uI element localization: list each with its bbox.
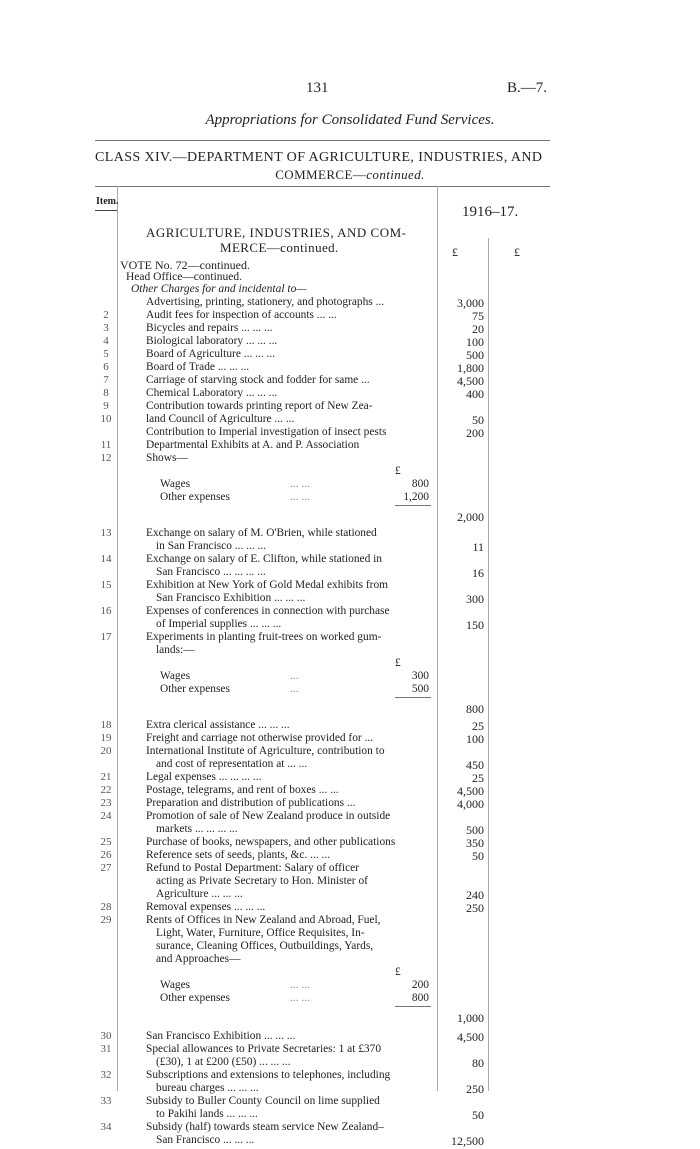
item-amount: 250 — [466, 901, 484, 915]
item-description: Subscriptions and extensions to telephones, including — [146, 1069, 391, 1081]
rents-subtotal-total: 1,000 — [457, 1011, 484, 1025]
item-number: 27 — [100, 862, 112, 874]
item-amount: 12,500 — [451, 1134, 484, 1148]
item-description: Contribution to Imperial investigation of insect pests — [146, 426, 387, 438]
item-description: land Council of Agriculture ... ... — [146, 413, 295, 425]
item-description: Special allowances to Private Secretaries: 1 at £370 — [146, 1043, 382, 1055]
item-amount: 100 — [466, 335, 484, 349]
item-description: in San Francisco ... ... ... — [156, 540, 267, 552]
item-description: Board of Trade ... ... ... — [146, 361, 250, 373]
item-description: Bicycles and repairs ... ... ... — [146, 322, 273, 334]
gum-subtotal-total: 800 — [466, 702, 484, 716]
item-number: 2 — [103, 309, 109, 321]
class-heading-main: COMMERCE— — [275, 167, 367, 182]
page-number: 131 — [306, 80, 329, 96]
item-number: 17 — [100, 631, 112, 643]
shows-subtotal-rule — [395, 505, 431, 506]
item-description: and Approaches— — [156, 953, 241, 965]
item-amount: 25 — [472, 771, 484, 785]
item-amount: 16 — [472, 566, 484, 580]
item-amount: 350 — [466, 836, 484, 850]
shows-subtotal-label: Other expenses — [160, 491, 230, 503]
rents-subtotal-rule — [395, 1006, 431, 1007]
item-description: Purchase of books, newspapers, and other publications — [146, 836, 396, 848]
item-description: Experiments in planting fruit-trees on worked gum- — [146, 631, 382, 643]
item-amount: 3,000 — [457, 296, 484, 310]
item-amount: 1,800 — [457, 361, 484, 375]
class-heading-line1: CLASS XIV.—DEPARTMENT OF AGRICULTURE, INDUSTRIES, AND — [95, 150, 543, 165]
item-description: and cost of representation at ... ... — [156, 758, 308, 770]
item-amount: 4,000 — [457, 797, 484, 811]
shows-subtotal-value: 1,200 — [403, 491, 429, 503]
item-number: 6 — [103, 361, 109, 373]
rents-subtotal-pound: £ — [395, 966, 401, 978]
item-number: 22 — [100, 784, 112, 796]
item-number: 33 — [100, 1095, 112, 1107]
rents-subtotal-value: 200 — [411, 979, 429, 991]
item-number: 15 — [100, 579, 112, 591]
item-description: Contribution towards printing report of New Zea- — [146, 400, 373, 412]
item-number: 7 — [103, 374, 109, 386]
item-description: Promotion of sale of New Zealand produce in outside — [146, 810, 391, 822]
item-amount: 50 — [472, 1108, 484, 1122]
item-number: 34 — [100, 1121, 112, 1133]
item-description: Light, Water, Furniture, Office Requisites, In- — [156, 927, 365, 939]
item-amount: 25 — [472, 719, 484, 733]
item-description: Biological laboratory ... ... ... — [146, 335, 278, 347]
head-office-heading: Head Office—continued. — [126, 271, 243, 283]
item-amount: 11 — [472, 540, 484, 554]
pound-sign-col2: £ — [514, 245, 520, 259]
item-description: Rents of Offices in New Zealand and Abroad, Fuel, — [146, 914, 381, 926]
title-rule — [95, 140, 550, 141]
item-description: San Francisco Exhibition ... ... ... — [156, 592, 306, 604]
item-number: 21 — [100, 771, 112, 783]
gum-subtotal-dots: ... — [290, 683, 299, 695]
item-description: Shows— — [146, 452, 188, 464]
shows-subtotal-dots: ... ... — [290, 478, 310, 490]
item-amount: 400 — [466, 387, 484, 401]
item-number: 29 — [100, 914, 112, 926]
item-description: San Francisco ... ... ... — [156, 1134, 255, 1146]
item-description: acting as Private Secretary to Hon. Minister of — [156, 875, 368, 887]
shows-subtotal-total: 2,000 — [457, 510, 484, 524]
item-number: 20 — [100, 745, 112, 757]
gum-subtotal-pound: £ — [395, 657, 401, 669]
pound-sign-col1: £ — [452, 245, 458, 259]
item-description: Chemical Laboratory ... ... ... — [146, 387, 278, 399]
item-number: 13 — [100, 527, 112, 539]
other-charges-heading: Other Charges for and incidental to— — [131, 283, 307, 295]
shows-subtotal-dots: ... ... — [290, 491, 310, 503]
item-description: Agriculture ... ... ... — [156, 888, 243, 900]
shows-subtotal-value: 800 — [411, 478, 429, 490]
item-description: Extra clerical assistance ... ... ... — [146, 719, 290, 731]
item-description: Exchange on salary of E. Clifton, while stationed in — [146, 553, 382, 565]
rents-subtotal-value: 800 — [411, 992, 429, 1004]
item-amount: 200 — [466, 426, 484, 440]
item-description: Removal expenses ... ... ... — [146, 901, 266, 913]
item-description: Audit fees for inspection of accounts ... ... — [146, 309, 337, 321]
item-amount: 500 — [466, 348, 484, 362]
item-description: Advertising, printing, stationery, and photographs ... — [146, 296, 385, 308]
item-amount: 300 — [466, 592, 484, 606]
item-number: 26 — [100, 849, 112, 861]
item-number: 16 — [100, 605, 112, 617]
item-number: 19 — [100, 732, 112, 744]
gum-subtotal-label: Other expenses — [160, 683, 230, 695]
item-number: 32 — [100, 1069, 112, 1081]
item-description: lands:— — [156, 644, 195, 656]
item-number: 5 — [103, 348, 109, 360]
rents-subtotal-dots: ... ... — [290, 992, 310, 1004]
item-number: 25 — [100, 836, 112, 848]
gum-subtotal-rule — [395, 697, 431, 698]
gum-subtotal-value: 300 — [411, 670, 429, 682]
item-amount: 50 — [472, 413, 484, 427]
department-heading-line1: AGRICULTURE, INDUSTRIES, AND COM- — [146, 225, 407, 240]
item-description: San Francisco Exhibition ... ... ... — [146, 1030, 296, 1042]
item-header-rule — [95, 210, 117, 211]
item-number: 3 — [103, 322, 109, 334]
item-amount: 50 — [472, 849, 484, 863]
gum-subtotal-value: 500 — [411, 683, 429, 695]
item-description: of Imperial supplies ... ... ... — [156, 618, 282, 630]
gum-subtotal-label: Wages — [160, 670, 191, 682]
item-description: Legal expenses ... ... ... ... — [146, 771, 262, 783]
item-description: markets ... ... ... ... — [156, 823, 238, 835]
table-top-rule — [95, 186, 550, 187]
document-reference: B.—7. — [507, 80, 548, 96]
item-description: Exhibition at New York of Gold Medal exhibits from — [146, 579, 389, 591]
class-heading-continued: continued. — [366, 167, 425, 182]
class-heading-line2 — [0, 167, 700, 183]
item-description: Subsidy (half) towards steam service New Zealand– — [146, 1121, 384, 1133]
item-amount: 450 — [466, 758, 484, 772]
rents-subtotal-label: Wages — [160, 979, 191, 991]
item-amount: 4,500 — [457, 784, 484, 798]
item-description: Subsidy to Buller County Council on lime supplied — [146, 1095, 380, 1107]
item-number: 12 — [100, 452, 112, 464]
item-number: 11 — [100, 439, 112, 451]
item-number: 30 — [100, 1030, 112, 1042]
item-number: 24 — [100, 810, 112, 822]
item-amount: 80 — [472, 1056, 484, 1070]
item-column-header: Item. — [96, 196, 119, 207]
year-column-header: 1916–17. — [462, 204, 519, 220]
item-number: 31 — [100, 1043, 112, 1055]
rents-subtotal-dots: ... ... — [290, 979, 310, 991]
item-amount: 250 — [466, 1082, 484, 1096]
item-description: Reference sets of seeds, plants, &c. ... ... — [146, 849, 331, 861]
item-description: Exchange on salary of M. O'Brien, while stationed — [146, 527, 377, 539]
item-description: Refund to Postal Department: Salary of officer — [146, 862, 359, 874]
rents-subtotal-label: Other expenses — [160, 992, 230, 1004]
item-amount: 240 — [466, 888, 484, 902]
item-description: to Pakihi lands ... ... ... — [156, 1108, 258, 1120]
item-amount: 100 — [466, 732, 484, 746]
department-heading-line2: MERCE—continued. — [220, 240, 339, 255]
item-description: Freight and carriage not otherwise provided for ... — [146, 732, 374, 744]
item-description: Postage, telegrams, and rent of boxes ... ... — [146, 784, 339, 796]
item-number: 14 — [100, 553, 112, 565]
item-description: Departmental Exhibits at A. and P. Association — [146, 439, 360, 451]
page-title: Appropriations for Consolidated Fund Services. — [205, 112, 495, 128]
item-number: 23 — [100, 797, 112, 809]
item-number: 9 — [103, 400, 109, 412]
shows-subtotal-pound: £ — [395, 465, 401, 477]
item-amount: 4,500 — [457, 1030, 484, 1044]
item-column-line — [117, 186, 118, 1091]
item-number: 4 — [103, 335, 109, 347]
item-description: San Francisco ... ... ... ... — [156, 566, 266, 578]
item-amount: 150 — [466, 618, 484, 632]
vote-heading: VOTE No. 72—continued. — [120, 258, 250, 272]
item-number: 10 — [100, 413, 112, 425]
item-description: bureau charges ... ... ... — [156, 1082, 259, 1094]
item-description: Preparation and distribution of publications ... — [146, 797, 356, 809]
item-description: Expenses of conferences in connection with purchase — [146, 605, 390, 617]
item-description: surance, Cleaning Offices, Outbuildings, Yards, — [156, 940, 374, 952]
item-description: Carriage of starving stock and fodder for same ... — [146, 374, 370, 386]
item-description: Board of Agriculture ... ... ... — [146, 348, 276, 360]
item-number: 8 — [103, 387, 109, 399]
item-description: (£30), 1 at £200 (£50) ... ... ... — [156, 1056, 291, 1068]
item-description: International Institute of Agriculture, contribution to — [146, 745, 385, 757]
item-number: 28 — [100, 901, 112, 913]
item-amount: 500 — [466, 823, 484, 837]
amount-column-line-2 — [488, 238, 489, 1091]
shows-subtotal-label: Wages — [160, 478, 191, 490]
item-amount: 75 — [472, 309, 484, 323]
item-amount: 20 — [472, 322, 484, 336]
item-number: 18 — [100, 719, 112, 731]
item-amount: 4,500 — [457, 374, 484, 388]
gum-subtotal-dots: ... — [290, 670, 299, 682]
